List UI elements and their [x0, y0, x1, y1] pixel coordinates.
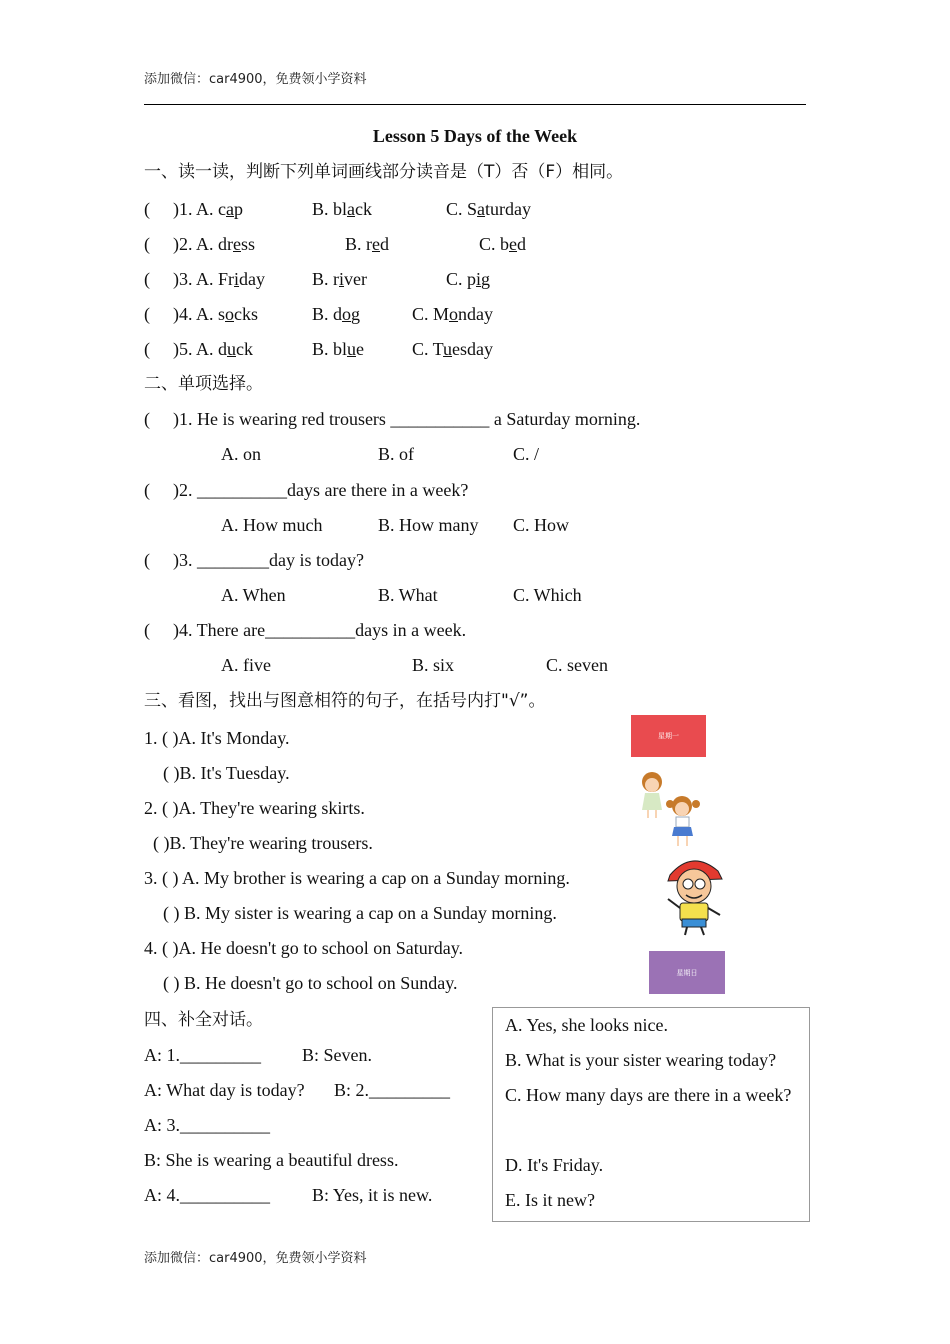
- boy-leg: [685, 927, 687, 935]
- header-rule: [144, 104, 806, 105]
- phonics-option-c: C. Saturday: [446, 199, 532, 219]
- picture-sentence[interactable]: ( )B. They're wearing trousers.: [153, 833, 373, 853]
- phonics-option-c: C. Tuesday: [412, 339, 494, 359]
- answer-paren[interactable]: (: [144, 269, 150, 289]
- girl2-face: [675, 802, 689, 816]
- sunday-card-image: [649, 951, 725, 994]
- answer-paren[interactable]: (: [144, 620, 150, 640]
- choice-c: C. Which: [513, 585, 582, 605]
- answer-paren[interactable]: (: [144, 199, 150, 219]
- footer-watermark: 添加微信：car4900，免费领小学资料: [144, 1251, 367, 1266]
- girl1-dress: [642, 793, 662, 810]
- boy-leg: [701, 927, 704, 935]
- boy-arm: [668, 899, 680, 908]
- answer-paren[interactable]: (: [144, 550, 150, 570]
- option-item: D. It's Friday.: [505, 1155, 604, 1175]
- phonics-option-c: C. Monday: [412, 304, 494, 324]
- picture-sentence[interactable]: ( )B. It's Tuesday.: [163, 763, 290, 783]
- phonics-option-b: B. dog: [312, 304, 361, 324]
- dialogue-line[interactable]: A: 3.__________: [144, 1115, 270, 1135]
- sunday-card-label: 星期日: [676, 968, 698, 977]
- phonics-item: )5. A. duck: [173, 339, 253, 359]
- monday-card-image: [631, 715, 706, 757]
- choice-b: B. of: [378, 444, 414, 464]
- choice-a: A. five: [221, 655, 271, 675]
- phonics-item: )2. A. dress: [173, 234, 256, 254]
- choice-a: A. When: [221, 585, 286, 605]
- header-watermark: 添加微信：car4900，免费领小学资料: [144, 72, 367, 87]
- choice-b: B. How many: [378, 515, 479, 535]
- question-text: )3. ________day is today?: [173, 550, 364, 570]
- phonics-option-b: B. red: [345, 234, 389, 254]
- question-text: )4. There are__________days in a week.: [173, 620, 467, 640]
- phonics-option-b: B. black: [312, 199, 373, 219]
- dialogue-line: B: Yes, it is new.: [312, 1185, 433, 1205]
- choice-c: C. seven: [546, 655, 608, 675]
- phonics-option-c: C. pig: [446, 269, 491, 289]
- answer-paren[interactable]: (: [144, 409, 150, 429]
- boy-in-cap-image: [660, 853, 730, 939]
- section3-heading: 三、看图，找出与图意相符的句子，在括号内打"√”。: [144, 691, 546, 711]
- picture-sentence[interactable]: 2. ( )A. They're wearing skirts.: [144, 798, 365, 818]
- choice-a: A. How much: [221, 515, 323, 535]
- option-item: E. Is it new?: [505, 1190, 595, 1210]
- picture-sentence[interactable]: 1. ( )A. It's Monday.: [144, 728, 290, 748]
- choice-b: B. six: [412, 655, 455, 675]
- monday-card-label: 星期一: [658, 732, 679, 740]
- choice-c: C. /: [513, 444, 540, 464]
- dialogue-line: B: Seven.: [302, 1045, 372, 1065]
- option-item: A. Yes, she looks nice.: [505, 1015, 669, 1035]
- picture-sentence[interactable]: 4. ( )A. He doesn't go to school on Saturday.: [144, 938, 464, 958]
- dialogue-line: B: She is wearing a beautiful dress.: [144, 1150, 399, 1170]
- dialogue-line: A: What day is today?: [144, 1080, 305, 1100]
- section1-heading: 一、读一读，判断下列单词画线部分读音是（T）否（F）相同。: [144, 162, 624, 182]
- phonics-item: )3. A. Friday: [173, 269, 266, 289]
- boy-shorts: [682, 919, 706, 927]
- boy-arm: [708, 908, 720, 915]
- answer-paren[interactable]: (: [144, 339, 150, 359]
- two-girls-image: [634, 768, 708, 850]
- phonics-option-b: B. blue: [312, 339, 365, 359]
- boy-eye: [695, 879, 705, 889]
- girl2-shirt: [676, 817, 689, 827]
- picture-sentence[interactable]: ( ) B. My sister is wearing a cap on a Sunday morning.: [163, 903, 557, 923]
- question-text: )1. He is wearing red trousers ___________ a Saturday morning.: [173, 409, 641, 429]
- option-item: C. How many days are there in a week?: [505, 1085, 792, 1105]
- dialogue-line[interactable]: B: 2._________: [334, 1080, 451, 1100]
- phonics-item: )4. A. socks: [173, 304, 259, 324]
- girl2-skirt: [672, 827, 693, 836]
- choice-b: B. What: [378, 585, 438, 605]
- answer-paren[interactable]: (: [144, 304, 150, 324]
- question-text: )2. __________days are there in a week?: [173, 480, 469, 500]
- phonics-item: )1. A. cap: [173, 199, 243, 219]
- section4-heading: 四、补全对话。: [144, 1010, 263, 1030]
- option-item: B. What is your sister wearing today?: [505, 1050, 777, 1070]
- girl2-pigtail: [666, 800, 674, 808]
- boy-eye: [683, 879, 693, 889]
- girl2-pigtail: [692, 800, 700, 808]
- picture-sentence[interactable]: 3. ( ) A. My brother is wearing a cap on a Sunday morning.: [144, 868, 570, 888]
- dialogue-line[interactable]: A: 1._________: [144, 1045, 261, 1065]
- choice-a: A. on: [221, 444, 261, 464]
- girl1-face: [645, 778, 659, 792]
- phonics-option-c: C. bed: [479, 234, 527, 254]
- answer-paren[interactable]: (: [144, 480, 150, 500]
- page-title: Lesson 5 Days of the Week: [372, 126, 578, 146]
- choice-c: C. How: [513, 515, 570, 535]
- dialogue-line[interactable]: A: 4.__________: [144, 1185, 270, 1205]
- section2-heading: 二、单项选择。: [144, 374, 263, 394]
- answer-paren[interactable]: (: [144, 234, 150, 254]
- phonics-option-b: B. river: [312, 269, 367, 289]
- boy-yellow-shirt: [680, 903, 708, 921]
- picture-sentence[interactable]: ( ) B. He doesn't go to school on Sunday.: [163, 973, 458, 993]
